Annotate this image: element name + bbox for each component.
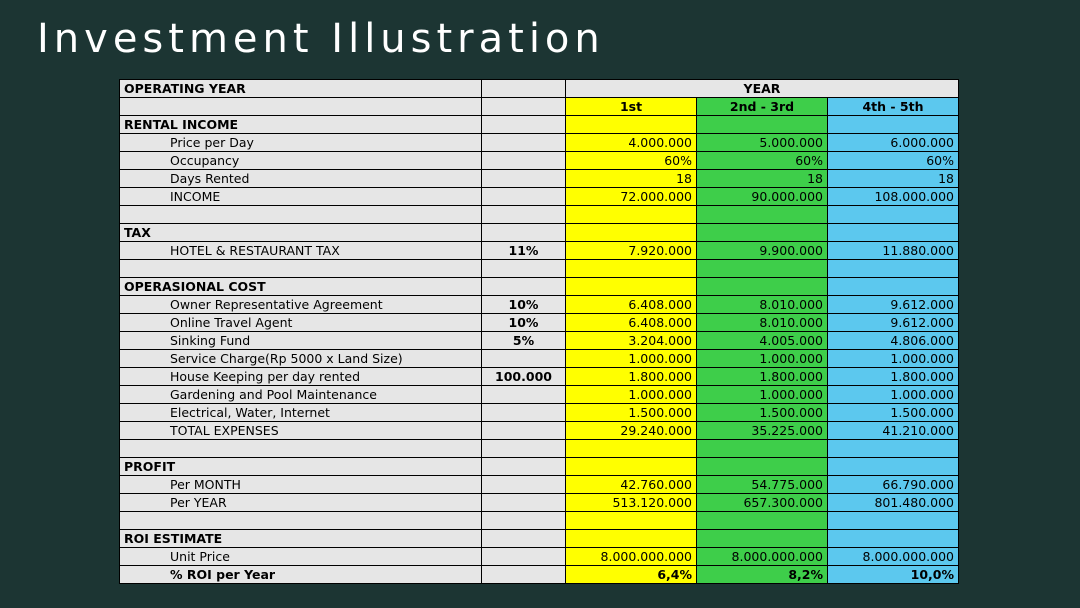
row-value: 35.225.000 <box>697 422 828 440</box>
row-value: 1.500.000 <box>566 404 697 422</box>
row-rate: 100.000 <box>482 368 566 386</box>
row-rate <box>482 476 566 494</box>
blank-label-cell <box>120 512 482 530</box>
header-blank-cell <box>482 80 566 98</box>
section-header-row <box>120 116 959 134</box>
spacer-row <box>120 440 959 458</box>
row-label: House Keeping per day rented <box>120 368 482 386</box>
row-value: 801.480.000 <box>828 494 959 512</box>
table-row <box>120 404 959 422</box>
row-value: 3.204.000 <box>566 332 697 350</box>
column-header-row <box>120 98 959 116</box>
section-title: PROFIT <box>120 458 482 476</box>
row-value: 60% <box>828 152 959 170</box>
blank-value-cell <box>697 530 828 548</box>
table-row <box>120 332 959 350</box>
blank-pct-cell <box>482 512 566 530</box>
row-value: 18 <box>828 170 959 188</box>
row-value: 4.005.000 <box>697 332 828 350</box>
blank-value-cell <box>566 530 697 548</box>
row-label: Sinking Fund <box>120 332 482 350</box>
blank-value-cell <box>697 440 828 458</box>
row-value: 90.000.000 <box>697 188 828 206</box>
row-rate: 5% <box>482 332 566 350</box>
blank-value-cell <box>828 440 959 458</box>
blank-value-cell <box>828 206 959 224</box>
row-label: Electrical, Water, Internet <box>120 404 482 422</box>
row-value: 108.000.000 <box>828 188 959 206</box>
row-value: 1.500.000 <box>697 404 828 422</box>
section-header-row <box>120 458 959 476</box>
row-label: Price per Day <box>120 134 482 152</box>
blank-pct-cell <box>482 278 566 296</box>
blank-value-cell <box>566 260 697 278</box>
table-row <box>120 422 959 440</box>
row-value: 1.800.000 <box>828 368 959 386</box>
row-label: Occupancy <box>120 152 482 170</box>
spacer-row <box>120 206 959 224</box>
blank-pct-cell <box>482 530 566 548</box>
section-header-row <box>120 530 959 548</box>
row-rate <box>482 188 566 206</box>
section-header-row <box>120 224 959 242</box>
year-column-header: 4th - 5th <box>828 98 959 116</box>
row-value: 1.800.000 <box>566 368 697 386</box>
row-label: Days Rented <box>120 170 482 188</box>
row-label: Unit Price <box>120 548 482 566</box>
row-value: 1.000.000 <box>566 350 697 368</box>
blank-value-cell <box>566 512 697 530</box>
table-row <box>120 494 959 512</box>
section-header-row <box>120 278 959 296</box>
blank-value-cell <box>828 530 959 548</box>
row-value: 1.000.000 <box>566 386 697 404</box>
table-row <box>120 242 959 260</box>
blank-value-cell <box>828 116 959 134</box>
blank-pct-cell <box>482 260 566 278</box>
row-value: 9.612.000 <box>828 296 959 314</box>
blank-value-cell <box>828 278 959 296</box>
table-row <box>120 350 959 368</box>
blank-pct-cell <box>482 98 566 116</box>
row-value: 66.790.000 <box>828 476 959 494</box>
row-value: 60% <box>697 152 828 170</box>
row-value: 60% <box>566 152 697 170</box>
row-value: 8.000.000.000 <box>697 548 828 566</box>
row-rate <box>482 494 566 512</box>
row-label: Per MONTH <box>120 476 482 494</box>
row-value: 4.806.000 <box>828 332 959 350</box>
blank-value-cell <box>828 512 959 530</box>
row-label: Per YEAR <box>120 494 482 512</box>
table-row <box>120 296 959 314</box>
row-rate <box>482 566 566 584</box>
blank-value-cell <box>697 206 828 224</box>
page-title: Investment Illustration <box>37 16 605 62</box>
blank-value-cell <box>697 116 828 134</box>
row-value: 657.300.000 <box>697 494 828 512</box>
spacer-row <box>120 512 959 530</box>
row-value: 1.000.000 <box>697 350 828 368</box>
row-value: 7.920.000 <box>566 242 697 260</box>
year-column-header: 1st <box>566 98 697 116</box>
row-value: 8.000.000.000 <box>828 548 959 566</box>
row-label: % ROI per Year <box>120 566 482 584</box>
row-value: 4.000.000 <box>566 134 697 152</box>
spacer-row <box>120 260 959 278</box>
section-title: RENTAL INCOME <box>120 116 482 134</box>
table-row <box>120 476 959 494</box>
blank-label-cell <box>120 98 482 116</box>
blank-value-cell <box>828 260 959 278</box>
blank-value-cell <box>697 278 828 296</box>
row-value: 10,0% <box>828 566 959 584</box>
blank-value-cell <box>697 260 828 278</box>
blank-value-cell <box>566 458 697 476</box>
row-label: HOTEL & RESTAURANT TAX <box>120 242 482 260</box>
row-rate: 10% <box>482 296 566 314</box>
row-value: 29.240.000 <box>566 422 697 440</box>
row-label: Online Travel Agent <box>120 314 482 332</box>
row-value: 8.010.000 <box>697 296 828 314</box>
row-value: 6,4% <box>566 566 697 584</box>
row-value: 41.210.000 <box>828 422 959 440</box>
section-title: ROI ESTIMATE <box>120 530 482 548</box>
row-value: 1.000.000 <box>828 350 959 368</box>
row-label: Service Charge(Rp 5000 x Land Size) <box>120 350 482 368</box>
blank-label-cell <box>120 260 482 278</box>
blank-value-cell <box>566 278 697 296</box>
row-label: Owner Representative Agreement <box>120 296 482 314</box>
blank-value-cell <box>566 206 697 224</box>
blank-pct-cell <box>482 116 566 134</box>
row-value: 1.000.000 <box>828 386 959 404</box>
row-value: 11.880.000 <box>828 242 959 260</box>
row-value: 8.000.000.000 <box>566 548 697 566</box>
table-row <box>120 188 959 206</box>
row-rate <box>482 152 566 170</box>
section-title: OPERASIONAL COST <box>120 278 482 296</box>
row-value: 5.000.000 <box>697 134 828 152</box>
blank-pct-cell <box>482 206 566 224</box>
blank-pct-cell <box>482 440 566 458</box>
row-value: 1.000.000 <box>697 386 828 404</box>
row-value: 6.408.000 <box>566 296 697 314</box>
investment-table <box>119 79 959 584</box>
blank-value-cell <box>566 116 697 134</box>
section-title: TAX <box>120 224 482 242</box>
row-rate <box>482 422 566 440</box>
table-row <box>120 314 959 332</box>
row-value: 1.500.000 <box>828 404 959 422</box>
blank-value-cell <box>828 224 959 242</box>
row-rate <box>482 404 566 422</box>
year-header: YEAR <box>566 80 959 98</box>
table-row <box>120 566 959 584</box>
row-label: Gardening and Pool Maintenance <box>120 386 482 404</box>
blank-label-cell <box>120 206 482 224</box>
blank-value-cell <box>828 458 959 476</box>
operating-year-label: OPERATING YEAR <box>120 80 482 98</box>
row-rate <box>482 170 566 188</box>
row-value: 513.120.000 <box>566 494 697 512</box>
blank-pct-cell <box>482 224 566 242</box>
row-value: 9.900.000 <box>697 242 828 260</box>
row-value: 6.408.000 <box>566 314 697 332</box>
blank-value-cell <box>566 440 697 458</box>
row-value: 18 <box>697 170 828 188</box>
blank-pct-cell <box>482 458 566 476</box>
row-value: 6.000.000 <box>828 134 959 152</box>
blank-label-cell <box>120 440 482 458</box>
year-column-header: 2nd - 3rd <box>697 98 828 116</box>
table-row <box>120 134 959 152</box>
table-row <box>120 548 959 566</box>
table-row <box>120 368 959 386</box>
row-rate: 10% <box>482 314 566 332</box>
blank-value-cell <box>697 224 828 242</box>
blank-value-cell <box>697 512 828 530</box>
row-label: INCOME <box>120 188 482 206</box>
row-value: 1.800.000 <box>697 368 828 386</box>
row-rate: 11% <box>482 242 566 260</box>
row-label: TOTAL EXPENSES <box>120 422 482 440</box>
row-value: 42.760.000 <box>566 476 697 494</box>
blank-value-cell <box>566 224 697 242</box>
row-value: 18 <box>566 170 697 188</box>
row-value: 54.775.000 <box>697 476 828 494</box>
row-rate <box>482 386 566 404</box>
header-row <box>120 80 959 98</box>
blank-value-cell <box>697 458 828 476</box>
table-row <box>120 170 959 188</box>
row-rate <box>482 134 566 152</box>
row-value: 72.000.000 <box>566 188 697 206</box>
row-value: 8.010.000 <box>697 314 828 332</box>
row-value: 9.612.000 <box>828 314 959 332</box>
table-row <box>120 152 959 170</box>
table-row <box>120 386 959 404</box>
row-rate <box>482 548 566 566</box>
row-rate <box>482 350 566 368</box>
row-value: 8,2% <box>697 566 828 584</box>
